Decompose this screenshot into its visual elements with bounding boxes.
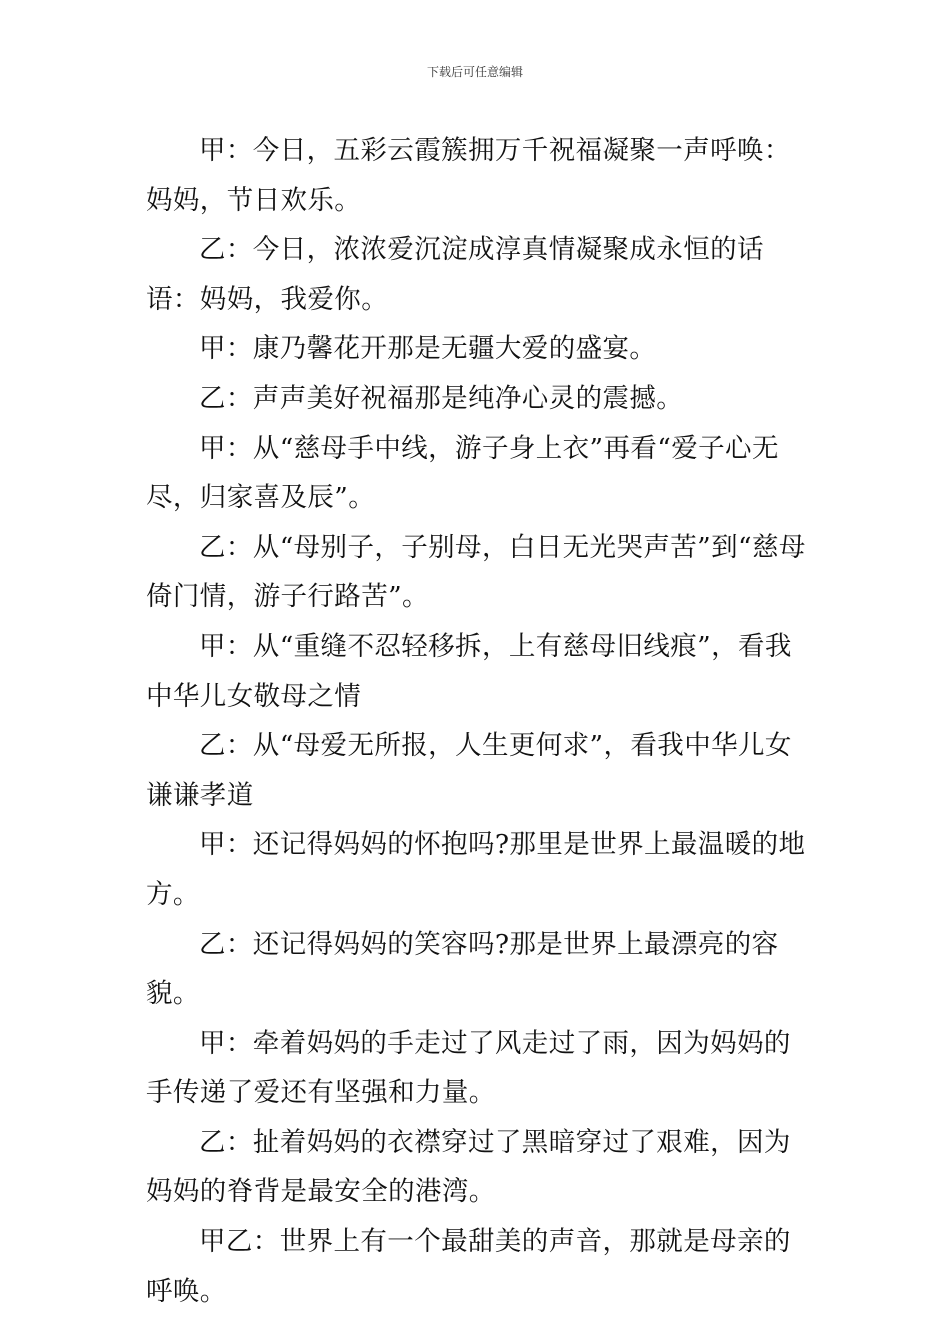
dialogue-line-7: 甲：从“重缝不忍轻移拆，上有慈母旧线痕”，看我中华儿女敬母之情 [146,630,792,712]
dialogue-line-5: 甲：从“慈母手中线，游子身上衣”再看“爱子心无尽，归家喜及辰”。 [146,432,779,514]
dialogue-line-3: 甲：康乃馨花开那是无疆大爱的盛宴。 [199,333,657,365]
dialogue-line-13: 甲乙：世界上有一个最甜美的声音，那就是母亲的呼唤。 [146,1226,791,1307]
dialogue-line-4: 乙：声声美好祝福那是纯净心灵的震撼。 [199,382,684,414]
dialogue-line-9: 甲：还记得妈妈的怀抱吗?那里是世界上最温暖的地方。 [146,829,806,910]
dialogue-line-6: 乙：从“母别子，子别母，白日无光哭声苦”到“慈母倚门情，游子行路苦”。 [146,531,806,613]
dialogue-line-2: 乙：今日，浓浓爱沉淀成淳真情凝聚成永恒的话语：妈妈，我爱你。 [146,234,764,315]
dialogue-line-12: 乙：扯着妈妈的衣襟穿过了黑暗穿过了艰难，因为妈妈的脊背是最安全的港湾。 [146,1126,791,1208]
dialogue-line-11: 甲：牵着妈妈的手走过了风走过了雨，因为妈妈的手传递了爱还有坚强和力量。 [146,1027,791,1109]
dialogue-line-8: 乙：从“母爱无所报，人生更何求”，看我中华儿女谦谦孝道 [146,730,792,811]
dialogue-line-1: 甲：今日，五彩云霞簇拥万千祝福凝聚一声呼唤：妈妈，节日欢乐。 [146,135,791,216]
page-header: 下载后可任意编辑 [426,65,523,79]
dialogue-line-10: 乙：还记得妈妈的笑容吗?那是世界上最漂亮的容貌。 [146,928,779,1010]
document-body [146,126,808,1316]
